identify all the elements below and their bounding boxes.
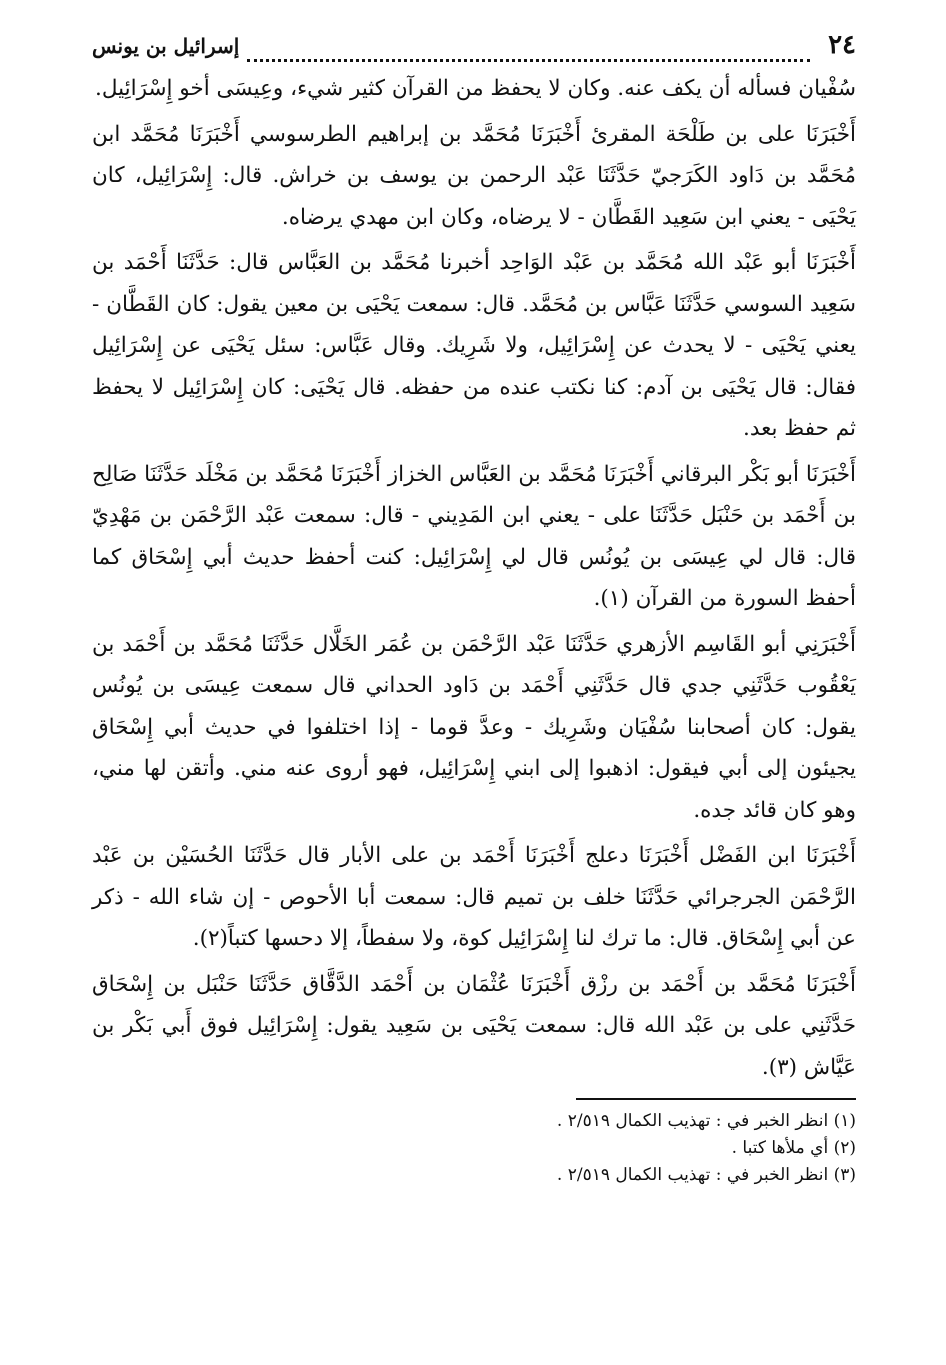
paragraph: سُفْيان فسأله أن يكف عنه. وكان لا يحفظ من القرآن كثير شيء، وعِيسَى أخو إِسْرَائِيل. [95, 76, 856, 101]
book-page [92, 30, 856, 1189]
running-title: إسرائيل بن يونس [92, 34, 240, 58]
footnote: (١) انظر الخبر في : تهذيب الكمال ٢/٥١٩ . [556, 1111, 856, 1131]
paragraph: أَخْبَرَنَا ابن الفَضْل أَخْبَرَنَا دعلج أَخْبَرَنَا أَحْمَد بن على الأبار قال حَدَّثَنَا الحُسَيْن بن عَبْد الرَّحْمَن الجرجرائي حَدَّثَنَا خلف بن تميم قال: سمعت أبا الأحوص - إن شاء الله - ذكر عن أبي إِسْحَاق. قال: ما ترك لنا إِسْرَائِيل كوة، ولا سفطاً، إلا دحسها كتباً(٢). [92, 843, 856, 951]
paragraph: أَخْبَرَنَا أبو عَبْد الله مُحَمَّد بن عَبْد الوَاحِد أخبرنا مُحَمَّد بن العَبَّاس قال: حَدَّثَنَا أَحْمَد بن سَعِيد السوسي حَدَّثَنَا عَبَّاس بن مُحَمَّد. قال: سمعت يَحْيَى بن معين يقول: كان القَطَّان - يعني يَحْيَى - لا يحدث عن إِسْرَائِيل، ولا شَرِيك. وقال عَبَّاس: سئل يَحْيَى عن إِسْرَائِيل فقال: قال يَحْيَى بن آدم: كنا نكتب عنده من حفظه. قال يَحْيَى: كان إِسْرَائِيل لا يحفظ ثم حفظ بعد. [92, 250, 856, 441]
paragraph: أَخْبَرَنَا على بن طَلْحَة المقرئ أَخْبَرَنَا مُحَمَّد بن إبراهيم الطرسوسي أَخْبَرَنَا مُحَمَّد ابن مُحَمَّد بن دَاود الكَرَجيّ حَدَّثَنَا عَبْد الرحمن بن يوسف بن خراش. قال: إِسْرَائِيل، كان يَحْيَى - يعني ابن سَعِيد القَطَّان - لا يرضاه، وكان ابن مهدي يرضاه. [92, 121, 856, 230]
header-dotted-leader [247, 59, 810, 62]
main-text [92, 68, 856, 1088]
page-header [92, 30, 856, 68]
paragraph: أَخْبَرَنِي أبو القَاسِم الأزهري حَدَّثَنَا عَبْد الرَّحْمَن بن عُمَر الخَلَّال حَدَّثَنَا مُحَمَّد بن أَحْمَد بن يَعْقُوب حَدَّثَنِي جدي قال حَدَّثَنِي أَحْمَد بن دَاود الحداني قال سمعت عِيسَى بن يُونُس يقول: كان أصحابنا سُفْيَان وشَرِيك - وعدَّ قوما - إذا اختلفوا في حديث أبي إِسْحَاق يجيئون إلى أبي فيقول: اذهبوا إلى ابني إِسْرَائِيل، فهو أروى عنه مني. وأتقن لها مني، وهو كان قائد جده. [92, 631, 856, 823]
footnote-separator [576, 1098, 856, 1100]
page-number: ٢٤ [828, 30, 856, 60]
footnotes [92, 1108, 856, 1189]
footnote: (٣) انظر الخبر في : تهذيب الكمال ٢/٥١٩ . [556, 1165, 856, 1185]
paragraph: أَخْبَرَنَا أبو بَكْر البرقاني أَخْبَرَنَا مُحَمَّد بن العَبَّاس الخزاز أَخْبَرَنَا مُحَمَّد بن مَخْلَد حَدَّثَنَا صَالِح بن أَحْمَد بن حَنْبَل حَدَّثَنَا على - يعني ابن المَدِيني - قال: سمعت عَبْد الرَّحْمَن بن مَهْدِيّ قال: قال لي عِيسَى بن يُونُس قال لي إِسْرَائِيل: كنت أحفظ حديث أبي إِسْحَاق كما أحفظ السورة من القرآن (١). [92, 461, 856, 611]
paragraph: أَخْبَرَنَا مُحَمَّد بن أَحْمَد بن رزْق أَخْبَرَنَا عُثْمَان بن أَحْمَد الدَّقَّاق حَدَّثَنَا حَنْبَل بن إِسْحَاق حَدَّثَنِي على بن عَبْد الله قال: سمعت يَحْيَى بن سَعِيد يقول: إِسْرَائِيل فوق أَبي بَكْر بن عَيَّاش (٣). [92, 971, 856, 1080]
footnote: (٢) أي ملأها كتبا . [731, 1138, 856, 1158]
